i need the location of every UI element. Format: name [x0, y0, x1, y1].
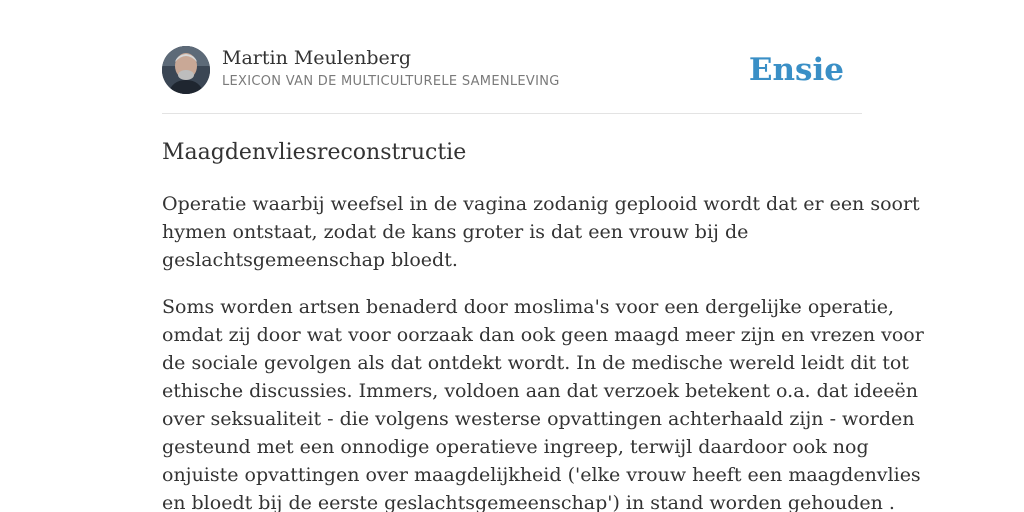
text-line: over seksualiteit - die volgens westerse opvattingen achterhaald zijn - worden: [162, 408, 915, 430]
article-body: [162, 190, 924, 512]
paragraph-definition: [162, 190, 920, 274]
lexicon-name[interactable]: LEXICON VAN DE MULTICULTURELE SAMENLEVING: [222, 74, 560, 89]
text-line: geslachtsgemeenschap bloedt.: [162, 249, 458, 271]
avatar[interactable]: [162, 46, 210, 94]
author-header: [162, 46, 862, 114]
text-line: Operatie waarbij weefsel in de vagina zodanig geplooid wordt dat er een soort: [162, 193, 920, 215]
paragraph-explanation: [162, 293, 924, 512]
author-name[interactable]: Martin Meulenberg: [222, 47, 411, 69]
text-line: de sociale gevolgen als dat ontdekt wordt. In de medische wereld leidt dit tot: [162, 352, 909, 374]
text-line: Soms worden artsen benaderd door moslima's voor een dergelijke operatie,: [162, 296, 895, 318]
author-photo: [162, 46, 210, 94]
text-line: gesteund met een onnodige operatieve ingreep, terwijl daardoor ook nog: [162, 436, 869, 458]
text-line: onjuiste opvattingen over maagdelijkheid ('elke vrouw heeft een maagdenvlies: [162, 464, 921, 486]
text-line: omdat zij door wat voor oorzaak dan ook geen maagd meer zijn en vrezen voor: [162, 324, 924, 346]
article-title: Maagdenvliesreconstructie: [162, 140, 467, 165]
text-line: en bloedt bij de eerste geslachtsgemeenschap') in stand worden gehouden .: [162, 492, 895, 512]
text-line: ethische discussies. Immers, voldoen aan dat verzoek betekent o.a. dat ideeën: [162, 380, 918, 402]
text-line: hymen ontstaat, zodat de kans groter is dat een vrouw bij de: [162, 221, 749, 243]
ensie-logo[interactable]: Ensie: [748, 52, 844, 88]
